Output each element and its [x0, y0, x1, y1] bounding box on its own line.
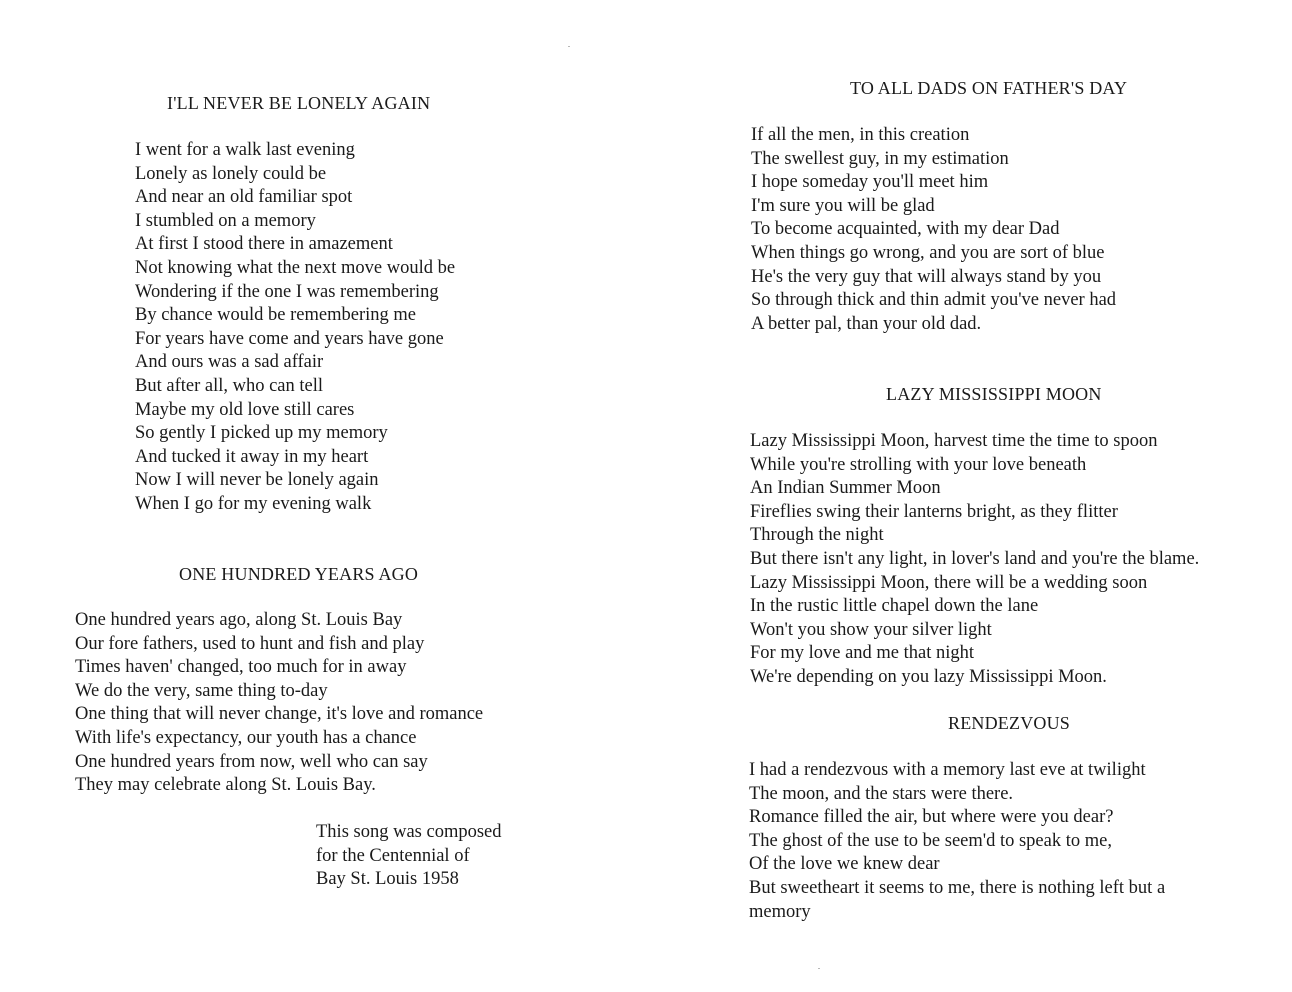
poem-line: I hope someday you'll meet him	[751, 172, 989, 193]
poem-line: Lazy Mississippi Moon, there will be a wedding soon	[750, 572, 1148, 593]
poem-line: While you're strolling with your love beneath	[750, 454, 1087, 475]
poem-line: Now I will never be lonely again	[135, 470, 379, 491]
poem-line: If all the men, in this creation	[751, 125, 970, 145]
poem-title-rendezvous: RENDEZVOUS	[948, 713, 1070, 733]
poem-line: An Indian Summer Moon	[750, 478, 941, 499]
scan-speck	[818, 968, 820, 969]
poem-lines-lonely	[135, 139, 455, 517]
poem-line: The moon, and the stars were there.	[749, 783, 1014, 804]
poem-line: One hundred years from now, well who can say	[75, 751, 428, 772]
poem-line: So gently I picked up my memory	[135, 423, 388, 444]
poem-line: A better pal, than your old dad.	[751, 313, 982, 334]
poem-line: Won't you show your silver light	[750, 619, 992, 640]
poem-line: This song was composed	[316, 822, 502, 842]
poem-title-fathers-day: TO ALL DADS ON FATHER'S DAY	[850, 78, 1128, 98]
poem-line: memory	[749, 901, 811, 922]
poem-line: But sweetheart it seems to me, there is nothing left but a	[749, 877, 1166, 898]
poem-line: We're depending on you lazy Mississippi Moon.	[750, 666, 1107, 687]
poem-line: Times haven' changed, too much for in away	[75, 657, 407, 678]
poem-line: for the Centennial of	[316, 845, 470, 866]
poem-line: So through thick and thin admit you've never had	[751, 290, 1117, 311]
poem-lines-mississippi-moon	[750, 430, 1199, 690]
poem-line: Of the love we knew dear	[749, 854, 940, 875]
scan-speck	[568, 46, 570, 47]
poem-line: Lazy Mississippi Moon, harvest time the time to spoon	[750, 431, 1158, 451]
poem-line: Not knowing what the next move would be	[135, 257, 456, 278]
poem-line: Through the night	[750, 525, 884, 546]
poem-line: In the rustic little chapel down the lane	[750, 596, 1039, 617]
poem-line: Wondering if the one I was remembering	[135, 281, 439, 302]
poem-line: One thing that will never change, it's love and romance	[75, 704, 484, 725]
composition-note	[316, 821, 502, 892]
poem-line: But after all, who can tell	[135, 375, 324, 396]
poem-line: He's the very guy that will always stand by you	[751, 266, 1102, 287]
poem-line: To become acquainted, with my dear Dad	[751, 219, 1060, 240]
poem-line: Bay St. Louis 1958	[316, 869, 459, 890]
poem-line: The swellest guy, in my estimation	[751, 148, 1009, 169]
poem-line: One hundred years ago, along St. Louis Bay	[75, 610, 403, 630]
poem-line: With life's expectancy, our youth has a chance	[75, 727, 417, 748]
poem-title-mississippi-moon: LAZY MISSISSIPPI MOON	[886, 384, 1102, 404]
poem-line: Maybe my old love still cares	[135, 399, 355, 420]
poem-lines-rendezvous	[749, 759, 1165, 924]
poem-line: But there isn't any light, in lover's land and you're the blame.	[750, 548, 1200, 569]
poem-title-lonely: I'LL NEVER BE LONELY AGAIN	[167, 93, 431, 113]
poem-line: At first I stood there in amazement	[135, 234, 393, 255]
poem-lines-hundred-years	[75, 609, 483, 798]
poem-line: Our fore fathers, used to hunt and fish and play	[75, 633, 425, 654]
poem-line: They may celebrate along St. Louis Bay.	[75, 775, 376, 796]
poem-line: I stumbled on a memory	[135, 210, 316, 231]
poem-lines-fathers-day	[751, 124, 1116, 336]
poem-line: When I go for my evening walk	[135, 493, 372, 514]
poem-line: Fireflies swing their lanterns bright, as they flitter	[750, 501, 1118, 522]
poem-line: The ghost of the use to be seem'd to speak to me,	[749, 830, 1112, 851]
poem-line: And ours was a sad affair	[135, 352, 324, 373]
poem-line: For my love and me that night	[750, 643, 975, 664]
poem-line: I'm sure you will be glad	[751, 195, 935, 216]
poem-line: I went for a walk last evening	[135, 140, 355, 160]
poem-title-hundred-years: ONE HUNDRED YEARS AGO	[179, 564, 419, 584]
poem-line: For years have come and years have gone	[135, 328, 444, 349]
poem-line: And tucked it away in my heart	[135, 446, 369, 467]
poem-line: Romance filled the air, but where were you dear?	[749, 807, 1114, 828]
poem-line: When things go wrong, and you are sort of blue	[751, 242, 1105, 263]
poem-line: By chance would be remembering me	[135, 305, 416, 326]
poem-line: I had a rendezvous with a memory last eve at twilight	[749, 760, 1146, 780]
poem-line: And near an old familiar spot	[135, 187, 353, 208]
poem-line: We do the very, same thing to-day	[75, 680, 328, 701]
poem-line: Lonely as lonely could be	[135, 163, 327, 184]
